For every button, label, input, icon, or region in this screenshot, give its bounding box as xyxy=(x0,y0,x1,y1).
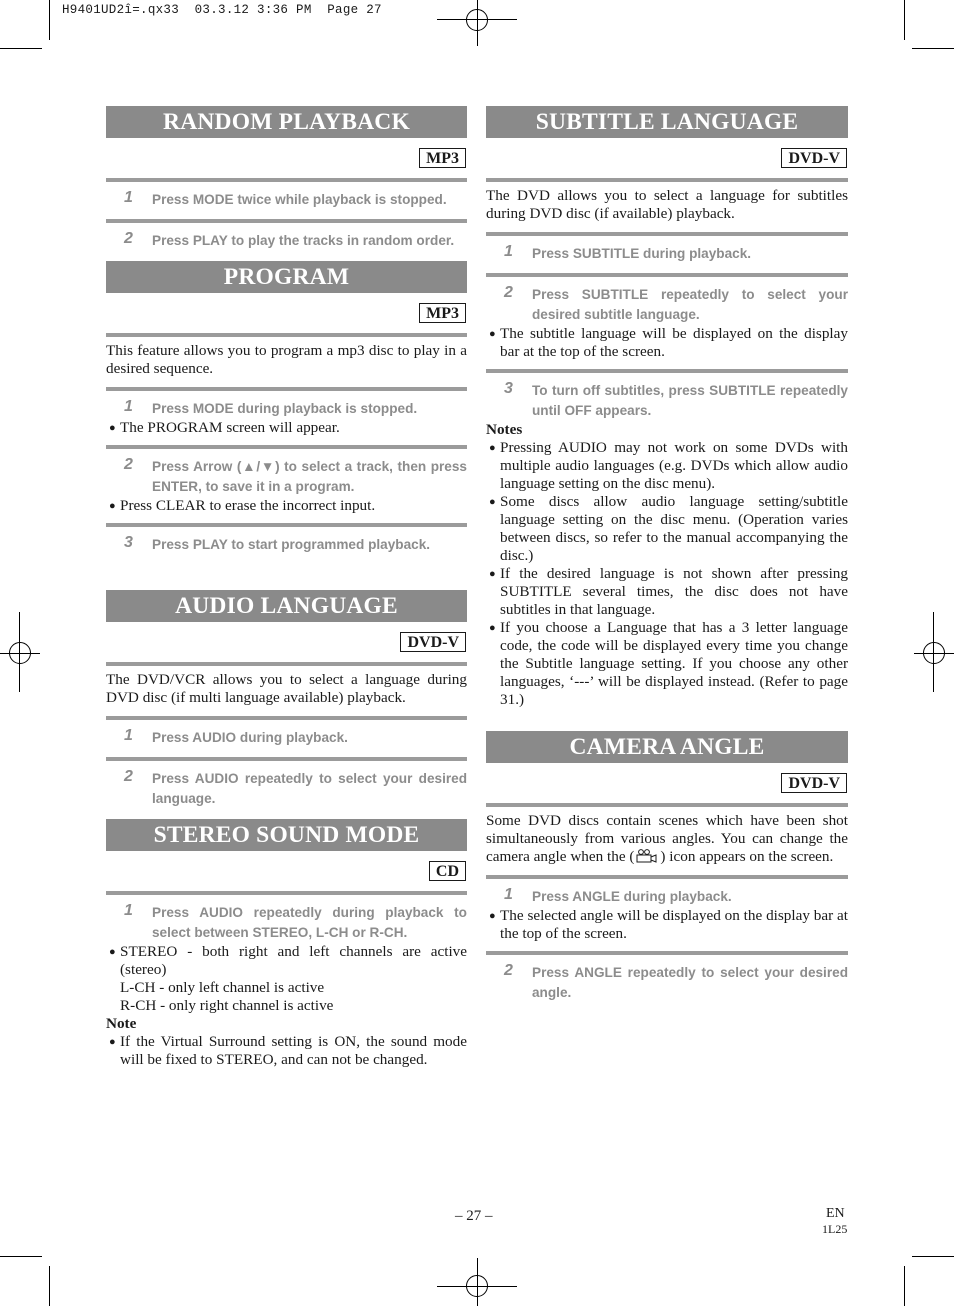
section-title-random-playback: RANDOM PLAYBACK xyxy=(106,106,467,138)
program-intro: This feature allows you to program a mp3 disc to play in a desired sequence. xyxy=(106,342,467,377)
step-1: 1 Press MODE during playback is stopped. xyxy=(124,398,418,416)
divider xyxy=(106,445,467,449)
note-bullet: ● If you choose a Language that has a 3 letter language code, the code will be displayed every time you change the Subtitle language setting. If you choose any other languages, ‘---’ will be displayed instead. (Refer to page 31.) xyxy=(489,619,848,708)
step-2: 2 Press SUBTITLE repeatedly to select your desired subtitle language. xyxy=(504,284,848,322)
model-code: 1L25 xyxy=(822,1222,848,1236)
mp3-badge: MP3 xyxy=(419,303,466,323)
camera-angle-icon xyxy=(636,849,658,863)
bullet: ● Press CLEAR to erase the incorrect input. xyxy=(109,497,376,514)
divider xyxy=(486,369,848,373)
divider xyxy=(486,178,848,182)
section-title-audio-language: AUDIO LANGUAGE xyxy=(106,590,467,622)
step-3: 3 To turn off subtitles, press SUBTITLE repeatedly until OFF appears. xyxy=(504,380,848,418)
bullet: ● The selected angle will be displayed on the display bar at the top of the screen. xyxy=(489,907,848,942)
divider xyxy=(106,219,467,223)
divider xyxy=(486,232,848,236)
divider xyxy=(106,523,467,527)
bullet: ● STEREO - both right and left channels are active (stereo) xyxy=(109,943,467,978)
dvd-v-badge: DVD-V xyxy=(400,632,466,652)
crop-mark xyxy=(904,1266,905,1306)
bullet: ● The PROGRAM screen will appear. xyxy=(109,419,340,436)
crop-mark xyxy=(0,1256,42,1257)
divider xyxy=(106,662,467,666)
note-bullet: ● If the Virtual Surround setting is ON, the sound mode will be fixed to STEREO, and can not be changed. xyxy=(109,1033,467,1068)
right-column xyxy=(486,106,848,1003)
section-title-camera-angle: CAMERA ANGLE xyxy=(486,731,848,763)
cd-badge: CD xyxy=(429,861,466,881)
crop-mark xyxy=(0,48,42,49)
divider xyxy=(486,951,848,955)
section-title-subtitle-language: SUBTITLE LANGUAGE xyxy=(486,106,848,138)
step-1: 1 Press SUBTITLE during playback. xyxy=(504,243,752,261)
print-header: H9401UD2î=.qx33 03.3.12 3:36 PM Page 27 xyxy=(62,3,382,17)
divider xyxy=(106,178,467,182)
channel-line: R-CH - only right channel is active xyxy=(120,997,334,1014)
divider xyxy=(106,757,467,761)
divider xyxy=(486,803,848,807)
language-code: EN xyxy=(826,1206,845,1221)
notes-heading: Notes xyxy=(486,421,523,438)
step-2: 2 Press PLAY to play the tracks in random order. xyxy=(124,230,455,248)
step-1: 1 Press ANGLE during playback. xyxy=(504,886,732,904)
divider xyxy=(106,387,467,391)
channel-line: L-CH - only left channel is active xyxy=(120,979,325,996)
page-number: – 27 – xyxy=(455,1208,493,1224)
crop-mark xyxy=(912,1256,954,1257)
left-column xyxy=(106,106,467,1069)
dvd-v-badge: DVD-V xyxy=(781,773,847,793)
step-2: 2 Press ANGLE repeatedly to select your desired angle. xyxy=(504,962,848,1000)
mp3-badge: MP3 xyxy=(419,148,466,168)
audio-intro: The DVD/VCR allows you to select a language during DVD disc (if multi language available) playback. xyxy=(106,671,467,706)
section-title-program: PROGRAM xyxy=(106,261,467,293)
note-bullet: ● Some discs allow audio language setting/subtitle language setting on the disc menu. (Operation varies between discs, so refer to the manual accompanying the disc.) xyxy=(489,493,848,564)
camera-intro: Some DVD discs contain scenes which have been shot simultaneously from various angles. You can change the camera angle when the ( ) icon appears on the screen. xyxy=(486,812,848,865)
note-heading: Note xyxy=(106,1015,137,1032)
crop-mark xyxy=(904,0,905,40)
dvd-v-badge: DVD-V xyxy=(781,148,847,168)
step-2: 2 Press Arrow (▲/▼) to select a track, then press ENTER, to save it in a program. xyxy=(124,456,467,494)
step-2: 2 Press AUDIO repeatedly to select your desired language. xyxy=(124,768,467,806)
crop-mark xyxy=(912,48,954,49)
divider xyxy=(486,273,848,277)
divider xyxy=(106,716,467,720)
divider xyxy=(486,875,848,879)
step-1: 1 Press AUDIO during playback. xyxy=(124,727,348,745)
divider xyxy=(106,333,467,337)
note-bullet: ● Pressing AUDIO may not work on some DVDs with multiple audio languages (e.g. DVDs which allow audio language setting on the disc menu). xyxy=(489,439,848,492)
step-1: 1 Press MODE twice while playback is stopped. xyxy=(124,189,447,207)
step-3: 3 Press PLAY to start programmed playback. xyxy=(124,534,431,552)
section-title-stereo-sound-mode: STEREO SOUND MODE xyxy=(106,819,467,851)
bullet: ● The subtitle language will be displayed on the display bar at the top of the screen. xyxy=(489,325,848,360)
step-1: 1 Press AUDIO repeatedly during playback to select between STEREO, L-CH or R-CH. xyxy=(124,902,467,940)
subtitle-intro: The DVD allows you to select a language for subtitles during DVD disc (if available) playback. xyxy=(486,187,848,222)
crop-mark xyxy=(49,1266,50,1306)
divider xyxy=(106,891,467,895)
crop-mark xyxy=(49,0,50,40)
note-bullet: ● If the desired language is not shown after pressing SUBTITLE several times, the disc does not have subtitles in that language. xyxy=(489,565,848,618)
